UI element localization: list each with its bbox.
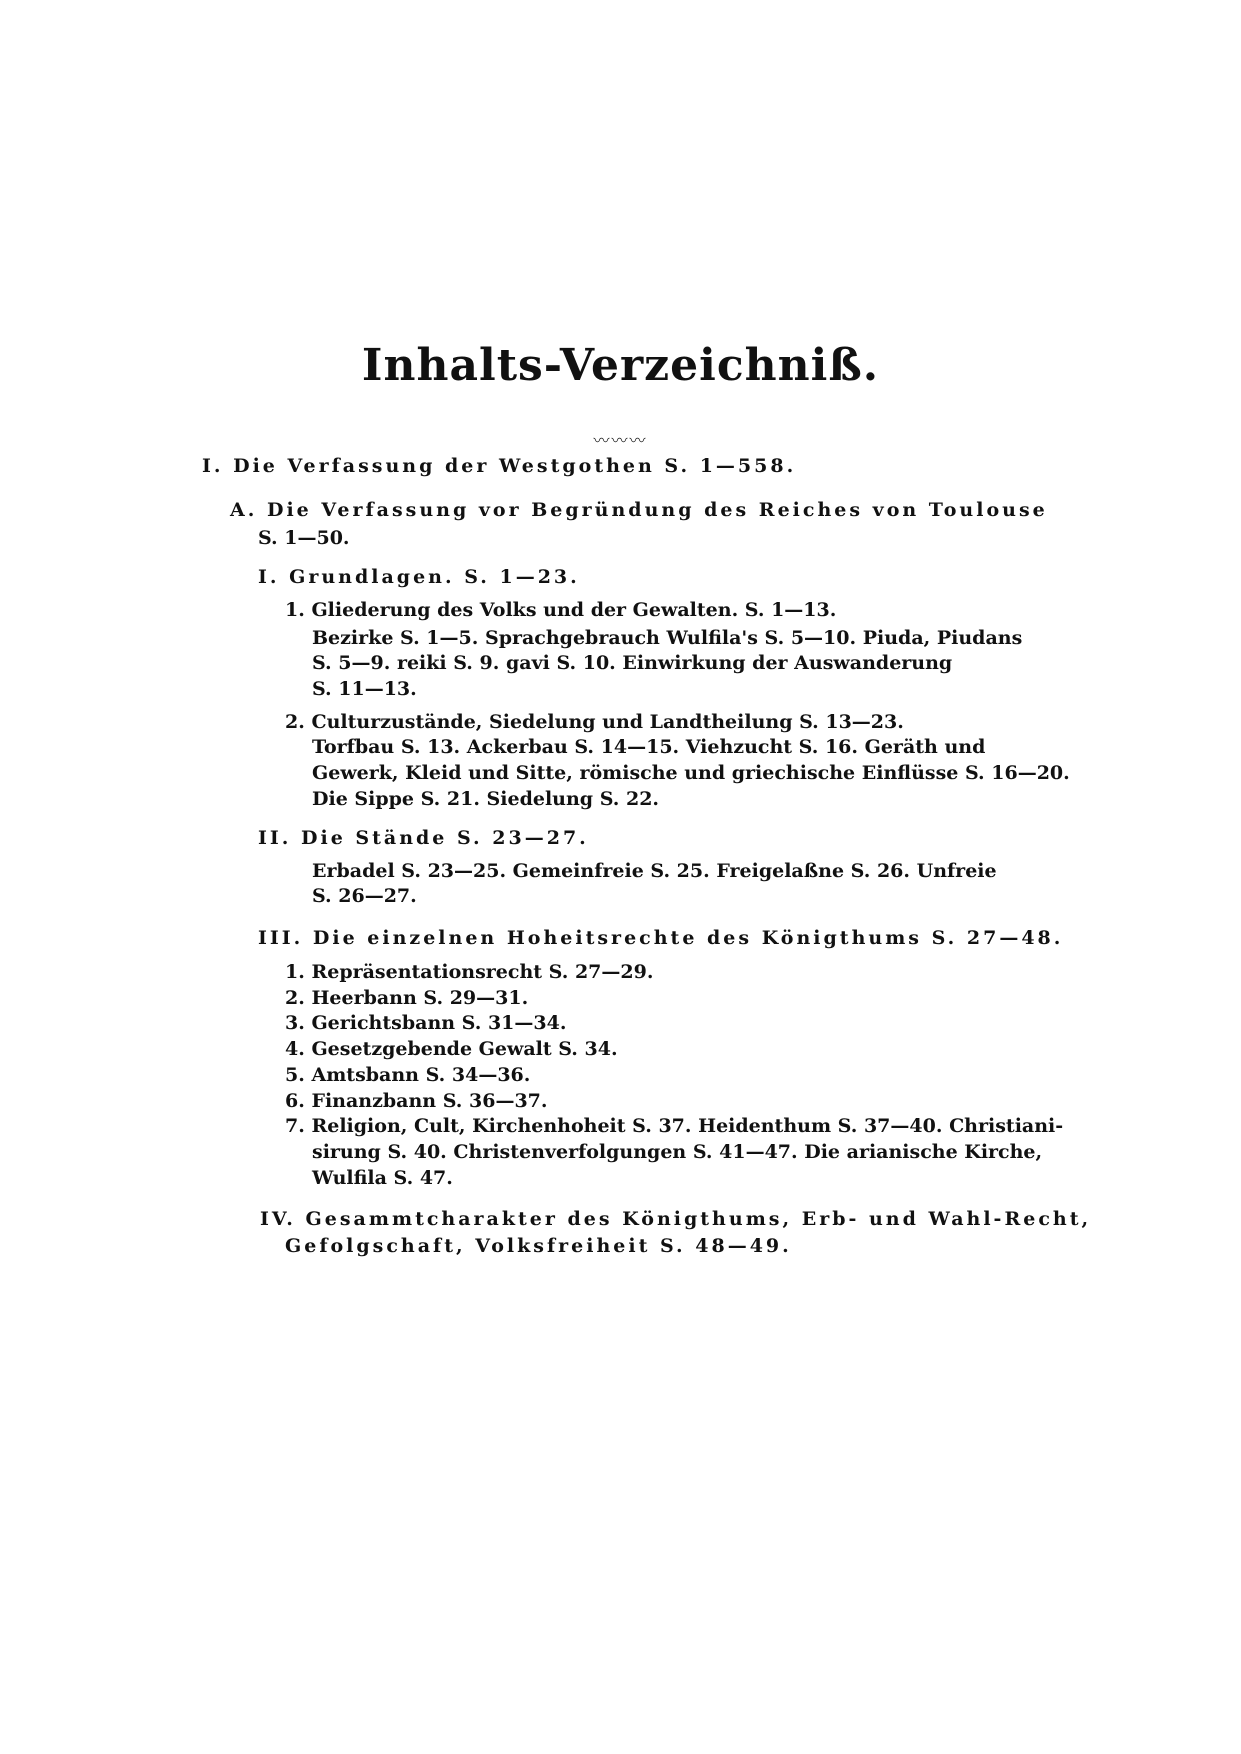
toc-chapter-IV-line2: Gefolgschaft, Volksfreiheit S. 48—49. xyxy=(285,1235,792,1257)
toc-chapter-II-line1: Erbadel S. 23—25. Gemeinfreie S. 25. Freigelaßne S. 26. Unfreie xyxy=(312,860,997,882)
toc-chapter-III-6: 6. Finanzbann S. 36—37. xyxy=(285,1090,548,1112)
toc-chapter-III-7-line3: Wulfila S. 47. xyxy=(312,1167,453,1189)
toc-chapter-I-1-line3: S. 11—13. xyxy=(312,678,417,700)
toc-chapter-I-2-line1: Torfbau S. 13. Ackerbau S. 14—15. Viehzucht S. 16. Geräth und xyxy=(312,736,986,758)
toc-chapter-I-1-head: 1. Gliederung des Volks und der Gewalten. S. 1—13. xyxy=(285,599,837,621)
toc-section-A-line1: A. Die Verfassung vor Begründung des Reiches von Toulouse xyxy=(230,499,1048,521)
toc-chapter-I-1-line2: S. 5—9. reiki S. 9. gavi S. 10. Einwirkung der Auswanderung xyxy=(312,652,953,674)
toc-chapter-III-4: 4. Gesetzgebende Gewalt S. 34. xyxy=(285,1038,618,1060)
toc-chapter-III-3: 3. Gerichtsbann S. 31—34. xyxy=(285,1012,567,1034)
toc-chapter-III-5: 5. Amtsbann S. 34—36. xyxy=(285,1064,531,1086)
toc-chapter-III-7-line2: sirung S. 40. Christenverfolgungen S. 41—47. Die arianische Kirche, xyxy=(312,1141,1043,1163)
toc-chapter-I: I. Grundlagen. S. 1—23. xyxy=(258,566,580,588)
toc-chapter-IV-line1: IV. Gesammtcharakter des Königthums, Erb- und Wahl-Recht, xyxy=(260,1208,1092,1230)
toc-chapter-III-2: 2. Heerbann S. 29—31. xyxy=(285,987,529,1009)
toc-chapter-II-line2: S. 26—27. xyxy=(312,885,417,907)
toc-chapter-I-2-line2: Gewerk, Kleid und Sitte, römische und griechische Einflüsse S. 16—20. xyxy=(312,762,1070,784)
title-ornament: 〰〰〰 xyxy=(593,431,648,450)
toc-chapter-I-2-line3: Die Sippe S. 21. Siedelung S. 22. xyxy=(312,788,660,810)
page-title: Inhalts-Verzeichniß. xyxy=(361,340,880,391)
toc-chapter-I-2-head: 2. Culturzustände, Siedelung und Landtheilung S. 13—23. xyxy=(285,711,904,733)
toc-chapter-III-1: 1. Repräsentationsrecht S. 27—29. xyxy=(285,961,654,983)
toc-chapter-III-7-line1: 7. Religion, Cult, Kirchenhoheit S. 37. Heidenthum S. 37—40. Christiani- xyxy=(285,1115,1064,1137)
toc-section-A-line2: S. 1—50. xyxy=(258,527,350,549)
toc-chapter-I-1-line1: Bezirke S. 1—5. Sprachgebrauch Wulfila's S. 5—10. Piuda, Piudans xyxy=(312,627,1023,649)
toc-chapter-III: III. Die einzelnen Hoheitsrechte des Königthums S. 27—48. xyxy=(258,927,1064,949)
toc-chapter-II: II. Die Stände S. 23—27. xyxy=(258,827,589,849)
toc-part-I: I. Die Verfassung der Westgothen S. 1—558. xyxy=(202,455,797,477)
